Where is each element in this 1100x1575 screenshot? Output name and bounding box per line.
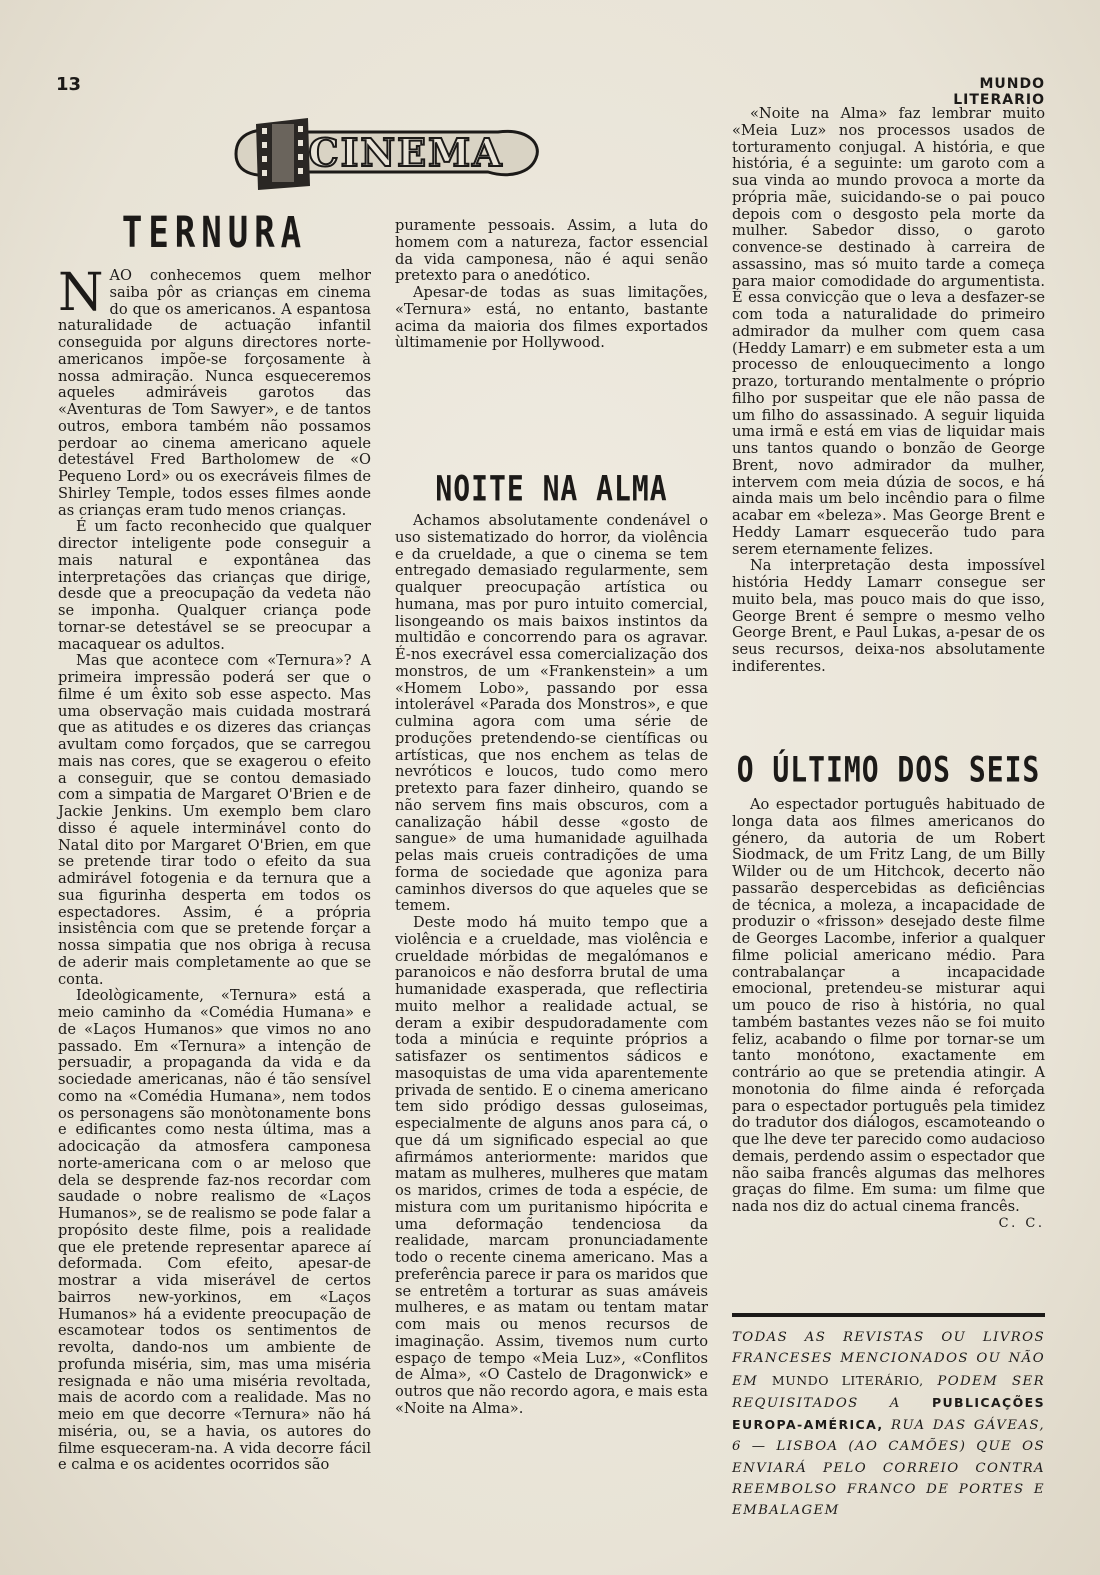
notice-brand: MUNDO LITERÁRIO, — [771, 1372, 924, 1388]
notice-text: RUA DAS GÁVEAS, 6 — LISBOA (AO CAMÕES) QUE OS ENVIARÁ PELO CORREIO CONTRA REEMBOLSO FRANCO DE PORTES E EMBALAGEM — [732, 1418, 1045, 1519]
column-3-lower — [732, 797, 1045, 1233]
paragraph: Ao espectador português habituado de longa data aos filmes americanos do género, da autoria de um Robert Siodmack, de um Fritz Lang, de um Billy Wilder ou de um Hitchcok, decerto não passarão despercebidas as deficiências de técnica, a moleza, a incapacidade de produzir o «frisson» desejado deste filme de Georges Lacombe, inferior a qualquer filme policial americano médio. Para contrabalançar a incapacidade emocional, pretendeu-se misturar aqui um pouco de riso à história, no qual também bastantes vezes não se foi muito feliz, acabando o filme por tornar-se um tanto monótono, exactamente em contrário ao que se pretendia atingir. A monotonia do filme ainda é reforçada para o espectador português pela timidez do tradutor dos diálogos, escamoteando o que lhe deve ter parecido como audacioso demais, perdendo assim o espectador que não saiba francês algumas das melhores graças do filme. Em suma: um filme que nada nos diz do actual cinema francês. — [732, 796, 1045, 1215]
article-title-ultimo: O ÚLTIMO DOS SEIS — [736, 748, 1041, 791]
article-title-noite: NOITE NA ALMA — [435, 467, 668, 510]
paragraph-continued: puramente pessoais. Assim, a luta do homem com a natureza, factor essencial da vida camponesa, não é aqui senão pretexto para o anedótico. — [395, 217, 708, 285]
column-3 — [732, 106, 1045, 676]
publisher-notice — [732, 1327, 1045, 1522]
paragraph: AO conhecemos quem melhor saiba pôr as crianças em cinema do que os americanos. A espantosa naturalidade de actuação infantil conseguida por alguns directores norte-americanos impõe-se forçosamente à nossa admiração. Nunca esqueceremos aqueles admiráveis garotos das «Aventuras de Tom Sawyer», e de tantos outros, embora também não possamos perdoar ao cinema americano aquele detestável Fred Bartholomew de «O Pequeno Lord» ou os execráveis filmes de Shirley Temple, todos esses filmes aonde as crianças eram tudo menos crianças. — [58, 267, 371, 519]
notice-publisher: PUBLICAÇÕES EUROPA-AMÉRICA, — [732, 1394, 1045, 1433]
column-1 — [58, 263, 371, 1474]
column-2 — [395, 218, 708, 352]
page-number: 13 — [56, 74, 82, 95]
banner-label: CINEMA — [308, 130, 504, 175]
paragraph: Ideològicamente, «Ternura» está a meio caminho da «Comédia Humana» e de «Laços Humanos» que vimos no ano passado. Em «Ternura» a intenção de persuadir, a propaganda da vida e da sociedade americanas, não é tão sensível como na «Comédia Humana», nem todos os personagens são monòtonamente bons e edificantes como nesta última, mas a adocicação da atmosfera camponesa norte-americana com o ar meloso que dela se desprende faz-nos recordar com saudade o nobre realismo de «Laços Humanos», se de realismo se pode falar a propósito deste filme, pois a realidade que ele pretende representar aparece aí deformada. Com efeito, apesar-de mostrar a vida miserável de certos bairros new-yorkinos, em «Laços Humanos» há a evidente preocupação de escamotear todos os sentimentos de revolta, dando-nos um ambiente de profunda miséria, sim, mas uma miséria resignada e não uma miséria revoltada, mais de acordo com a realidade. Mas no meio em que decorre «Ternura» não há miséria, ou, se a havia, os autores do filme esqueceram-na. A vida decorre fácil e calma e os acidentes ocorridos são — [58, 987, 371, 1474]
paragraph: Na interpretação desta impossível história Heddy Lamarr consegue ser muito bela, mas pouco mais do que isso, George Brent é sempre o mesmo velho George Brent, e Paul Lukas, a-pesar de os seus recursos, deixa-nos absolutamente indiferentes. — [732, 557, 1045, 675]
article-title-ternura: TERNURA — [121, 208, 308, 258]
signature: C. C. — [998, 1215, 1045, 1231]
cinema-banner — [228, 114, 542, 194]
paragraph: Apesar-de todas as suas limitações, «Ternura» está, no entanto, bastante acima da maioria dos filmes exportados ùltimamenie por Hollywood. — [395, 284, 708, 352]
paragraph: Achamos absolutamente condenável o uso sistematizado do horror, da violência e da crueldade, a que o cinema se tem entregado demasiado regularmente, sem qualquer preocupação artística ou humana, mas por puro intuito comercial, lisongeando os mais baixos instintos da multidão e concorrendo para os agravar. É-nos execrável essa comercialização dos monstros, de um «Frankenstein» a um «Homem Lobo», passando por essa intolerável «Parada dos Monstros», e que culmina agora com uma série de produções pretendendo-se científicas ou artísticas, que nos enchem as telas de nevróticos e loucos, tudo como mero pretexto para fazer dinheiro, quando se não servem fins mais obscuros, com a canalização hábil desse «gosto de sangue» de uma humanidade aguilhada pelas mais crueis contradições de uma forma de sociedade que agoniza para caminhos diversos do que aqueles que se temem. — [395, 512, 708, 915]
paragraph: Deste modo há muito tempo que a violência e a crueldade, mas violência e crueldade mórbidas de megalómanos e paranoicos e não desforra brutal de uma humanidade exasperada, que reflectiria muito melhor a realidade actual, se deram a exibir despudoradamente com toda a minúcia e requinte próprios a satisfazer os sentimentos sádicos e masoquistas de uma vida aparentemente privada de sentido. E o cinema americano tem sido pródigo dessas guloseimas, especialmente de alguns anos para cá, o que dá um significado especial ao que afirmámos anteriormente: maridos que matam as mulheres, mulheres que matam os maridos, crimes de toda a espécie, de mistura com um puritanismo hipócrita e uma deformação tendenciosa da realidade, marcam pronunciadamente todo o recente cinema americano. Mas a preferência parece ir para os maridos que se entretêm a torturar as suas amáveis mulheres, e as matam ou tentam matar com mais ou menos recursos de imaginação. Assim, tivemos num curto espaço de tempo «Meia Luz», «Conflitos de Alma», «O Castelo de Dragonwick» e outros que não recordo agora, e mais esta «Noite na Alma». — [395, 914, 708, 1417]
paragraph: Mas que acontece com «Ternura»? A primeira impressão poderá ser que o filme é um êxito sob esse aspecto. Mas uma observação mais cuidada mostrará que as atitudes e os dizeres das crianças avultam como forçados, que se carregou mais nas cores, que se exagerou o efeito a conseguir, que se contou demasiado com a simpatia de Margaret O'Brien e de Jackie Jenkins. Um exemplo bem claro disso é aquele interminável conto do Natal dito por Margaret O'Brien, em que se pretende tirar todo o efeito da sua admirável fotogenia e da ternura que a sua figurinha desperta em todos os espectadores. Assim, é a própria insistência com que se pretende forçar a nossa simpatia que nos obriga à recusa de aderir mais completamente ao que se conta. — [58, 652, 371, 988]
drop-cap: N — [58, 263, 104, 323]
divider — [732, 1313, 1045, 1317]
column-2-lower — [395, 513, 708, 1418]
notice-text: PODEM SER REQUISITADOS A — [732, 1373, 1045, 1411]
notice-text: TODAS AS REVISTAS OU LIVROS FRANCESES MENCIONADOS OU NÃO EM — [732, 1330, 1045, 1389]
paragraph: «Noite na Alma» faz lembrar muito «Meia Luz» nos processos usados de torturamento conjugal. A história, e que história, é a seguinte: um garoto com a sua vinda ao mundo provoca a morte da própria mãe, suicidando-se o pai pouco depois com o desgosto pela morte da mulher. Sabedor disso, o garoto convence-se destinado à carreira de assassino, mas só muito tarde a começa para maior comodidade do argumentista. É essa convicção que o leva a desfazer-se com toda a naturalidade do primeiro admirador da mulher com quem casa (Heddy Lamarr) e em submeter esta a um processo de enlouquecimento a longo prazo, torturando mentalmente o próprio filho por suspeitar que ele não passa de um filho do assassinado. A seguir liquida uma irmã e está em vias de liquidar mais uns tantos quando o bonzão de George Brent, novo admirador da mulher, intervem com meia dúzia de socos, e há ainda mais um belo incêndio para o filme acabar em «beleza». Mas George Brent e Heddy Lamarr esquecerão tudo para serem eternamente felizes. — [732, 105, 1045, 558]
paragraph: É um facto reconhecido que qualquer director inteligente pode conseguir a mais natural e expontânea das interpretações das crianças que dirige, desde que a preocupação da vedeta não se imponha. Qualquer criança pode tornar-se detestável se se preocupar a macaquear os adultos. — [58, 518, 371, 653]
running-head: MUNDO LITERARIO — [953, 76, 1045, 108]
